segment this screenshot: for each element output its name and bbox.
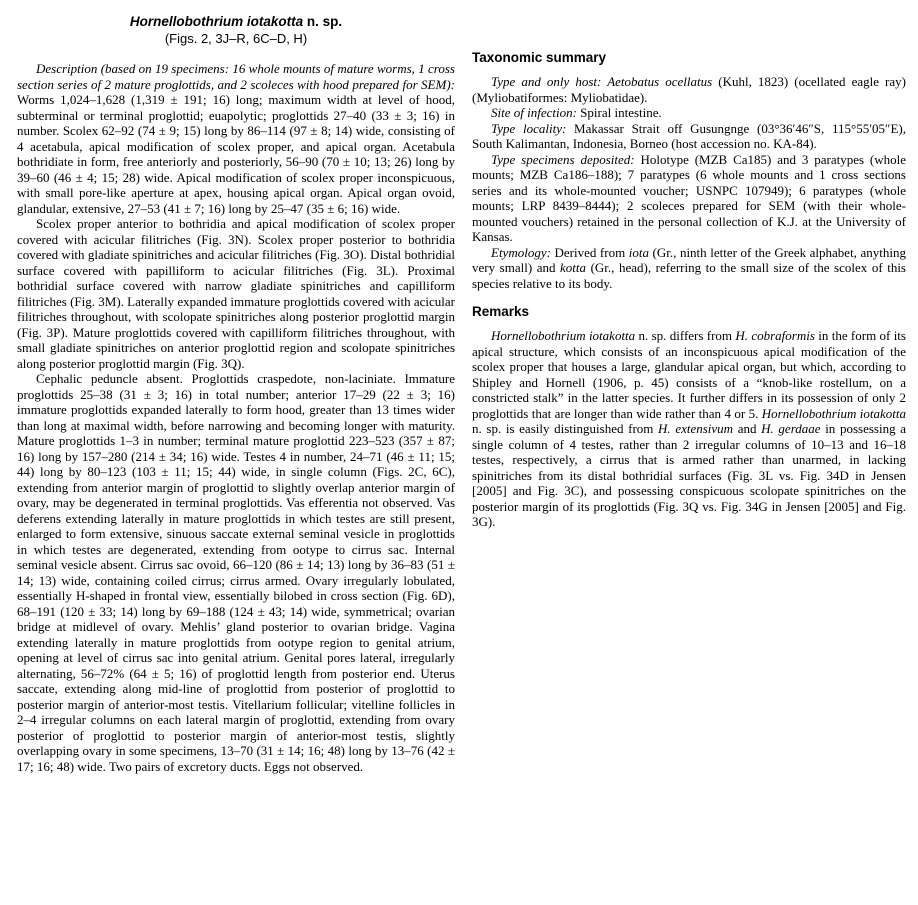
description-paragraph: Description (based on 19 specimens: 16 whole mounts of mature worms, 1 cross section series of 2 mature proglottids, and 2 scoleces with hood prepared for SEM): Worms 1,024–1,628 (1,319 ± 191; 16) long; maximum width at level of hood, subterminal or terminal proglottid; euapolytic; proglottids 27–40 (33 ± 3; 16) in number. Scolex 62–92 (74 ± 9; 15) long by 86–114 (97 ± 8; 14) wide, consisting of 4 acetabula, apical modification of scolex proper, and apical organ. Acetabula bothridiate in form, free anteriorly and posteriorly, 56–90 (70 ± 10; 13; 26) long by 39–60 (46 ± 4; 15; 28) wide. Apical modification of scolex proper inconspicuous, with small pore-like aperture at apex, housing apical organ. Apical organ ovoid, glandular, extensive, 27–53 (41 ± 7; 16) long by 25–47 (35 ± 6; 16) wide. (17, 61, 455, 216)
section-heading-taxonomic-summary: Taxonomic summary (472, 50, 607, 65)
left-column (17, 14, 455, 774)
etymology-paragraph: Etymology: Derived from iota (Gr., ninth letter of the Greek alphabet, anything very small) and kotta (Gr., head), referring to the small size of the scolex of this species relative to its body. (472, 244, 906, 291)
section-heading-remarks: Remarks (472, 304, 530, 319)
remarks-paragraph: Hornellobothrium iotakotta n. sp. differs from H. cobraformis in the form of its apical structure, which consists of an inconspicuous apical modification of the scolex proper that houses a large, glandular apical organ, but which, according to Shipley and Hornell (1906, p. 45) consists of a “knob-like rostellum, on a constricted stalk” in the latter species. It further differs in its possession of only 2 proglottids that are longer than wide rather than 4 or 5. Hornellobothrium iotakotta n. sp. is easily distinguished from H. extensivum and H. gerdaae in possessing a single column of 4 testes, rather than 2 irregular columns of 10–13 and 16–18 testes, respectively, a cirrus that is armed rather than unarmed, in lacking spinitriches from its distal bothridial surfaces (Fig. 3L vs. Fig. 34D in Jensen [2005] and Fig. 3C), and possessing conspicuous scolopate spinitriches on the posterior margin of its proglottids (Fig. 3Q vs. Fig. 34G in Jensen [2005] and Fig. 3G). (472, 328, 906, 529)
anatomy-paragraph: Cephalic peduncle absent. Proglottids craspedote, non-laciniate. Immature proglottids 25–38 (31 ± 3; 16) in total number; anterior 17–29 (22 ± 3; 16) immature proglottids expanded laterally to form hood, greater than 13 times wider than long at maximal width, before narrowing and becoming longer with maturity. Mature proglottids 1–3 in number; terminal mature proglottid 223–523 (357 ± 87; 16) long by 157–280 (214 ± 34; 16) wide. Testes 4 in number, 24–71 (46 ± 11; 15; 44) long by 80–123 (103 ± 11; 15; 44) wide, in single column (Figs. 2C, 6C), extending from anterior margin of proglottid to slightly overlap anterior margin of ovary, may be degenerated in terminal proglottids. Vas efferentia not observed. Vas deferens extending laterally in mature proglottids in which testes are still present, enlarged to form extensive, sinuous saccate external seminal vesicle in proglottids in which testes are degenerated, extending from ootype to cirrus sac. Internal seminal vesicle absent. Cirrus sac ovoid, 66–120 (86 ± 14; 13) long by 36–83 (51 ± 14; 13) wide, containing coiled cirrus; cirrus armed. Ovary irregularly lobulated, essentially H-shaped in frontal view, essentially bilobed in cross section (Fig. 6D), 68–191 (120 ± 33; 14) long by 69–188 (124 ± 43; 14) wide, symmetrical; ovarian bridge at midlevel of ovary. Mehlis’ gland posterior to ovarian bridge. Vagina extending laterally in mature proglottids from ootype region to genital atrium, opening at level of cirrus sac into genital atrium. Genital pores lateral, irregularly alternating, 56–72% (64 ± 5; 16) of proglottid length from posterior end. Uterus saccate, extending along mid-line of proglottid from posterior of proglottid to posterior margin of anterior-most testis. Vitellarium follicular; vitelline follicles in 2–4 irregular columns on each lateral margin of proglottid, extending from ovary posterior of proglottid to posterior margin of anterior-most testis, slightly overlapping ovary in some specimens, 13–70 (31 ± 14; 16; 48) long by 13–76 (42 ± 17; 16; 48) wide. Two pairs of excretory ducts. Eggs not observed. (17, 371, 455, 774)
right-column (472, 50, 906, 530)
microthrix-paragraph: Scolex proper anterior to bothridia and apical modification of scolex proper covered with acicular filitriches (Fig. 3N). Scolex proper posterior to bothridia covered with gladiate spinitriches and acicular filitriches (Fig. 3O). Distal bothridial surface covered with papilliform to acicular filitriches (Fig. 3L). Proximal bothridial surface covered with narrow gladiate spinitriches and capilliform filitriches (Fig. 3M). Laterally expanded immature proglottids covered with acicular filitriches throughout, with scolopate spinitriches along posterior proglottid margin (Fig. 3P). Mature proglottids covered with capilliform filitriches throughout, with small gladiate spinitriches on anterior proglottid region and scolopate spinitriches along posterior proglottid margin (Fig. 3Q). (17, 216, 455, 371)
site-of-infection-paragraph: Site of infection: Spiral intestine. (491, 105, 662, 120)
figures-reference: (Figs. 2, 3J–R, 6C–D, H) (164, 31, 308, 46)
species-name: Hornellobothrium iotakotta (129, 14, 304, 29)
type-host-paragraph: Type and only host: Aetobatus ocellatus (Kuhl, 1823) (ocellated eagle ray) (Myliobatiformes: Myliobatidae). (472, 74, 906, 105)
title-block (17, 14, 455, 46)
type-specimens-paragraph: Type specimens deposited: Holotype (MZB Ca185) and 3 paratypes (whole mounts; MZB Ca186–188); 7 paratypes (6 whole mounts and 1 cross sections series and its whole-mounted voucher; USNPC 107949); 6 paratypes (whole mounts; LRP 8439–8444); 2 scoleces prepared for SEM (with their whole-mounted vouchers) retained in the personal collection of K.J. at the University of Kansas. (472, 151, 906, 244)
new-species-suffix: n. sp. (303, 14, 343, 29)
species-title (17, 14, 455, 30)
type-locality-paragraph: Type locality: Makassar Strait off Gusungnge (03°36′46″S, 115°55′05″E), South Kalimantan, Indonesia, Borneo (host accession no. KA-84). (472, 120, 906, 151)
